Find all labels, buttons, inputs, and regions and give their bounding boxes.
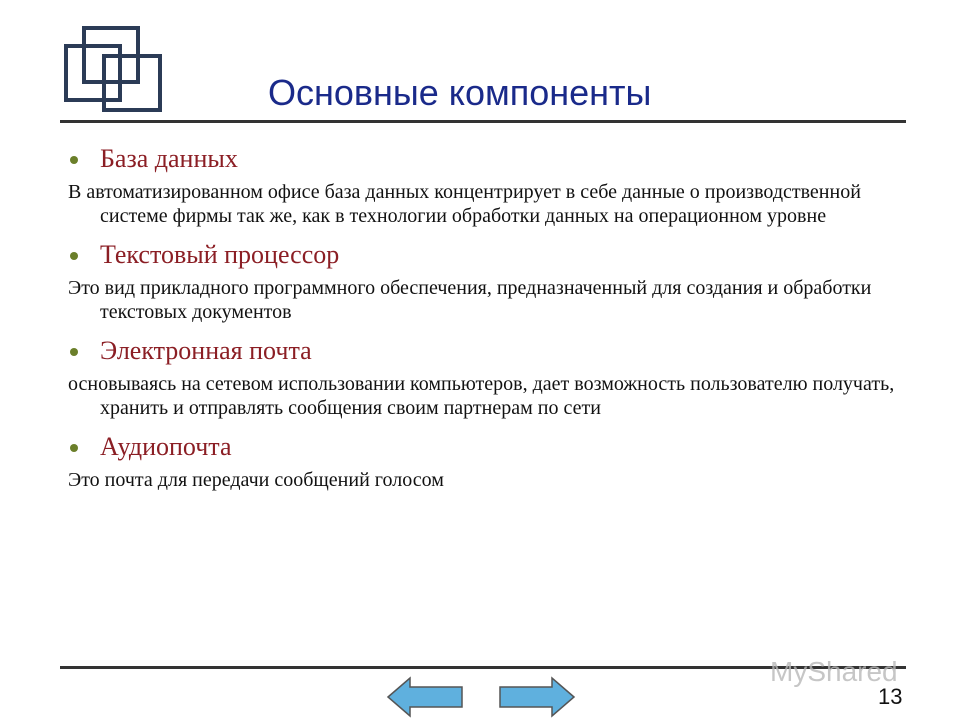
arrow-right-icon <box>500 678 574 716</box>
bullet-icon <box>70 444 78 452</box>
item-description: В автоматизированном офисе база данных концентрирует в себе данные о производственной системе фирмы так же, как в технологии обработки данных на операционном уровне <box>68 181 861 227</box>
item-heading-text: Электронная почта <box>100 336 312 365</box>
list-item <box>68 334 908 420</box>
list-item <box>68 430 908 492</box>
list-item <box>68 142 908 228</box>
list-item <box>68 238 908 324</box>
bullet-icon <box>70 156 78 164</box>
title-divider <box>60 120 906 123</box>
item-heading-text: Текстовый процессор <box>100 240 340 269</box>
item-description: основываясь на сетевом использовании компьютеров, дает возможность пользователю получать, хранить и отправлять сообщения своим партнерам по сети <box>68 373 895 419</box>
item-heading <box>68 430 908 464</box>
item-heading <box>68 238 908 272</box>
item-heading-text: База данных <box>100 144 238 173</box>
item-heading-text: Аудиопочта <box>100 432 232 461</box>
watermark: MyShared <box>770 656 898 687</box>
logo-square-right <box>102 54 162 112</box>
slide-logo <box>60 22 170 117</box>
prev-slide-button[interactable] <box>386 676 464 718</box>
next-slide-button[interactable] <box>498 676 576 718</box>
item-heading <box>68 142 908 176</box>
bullet-icon <box>70 348 78 356</box>
item-heading <box>68 334 908 368</box>
bullet-icon <box>70 252 78 260</box>
page-number: 13 <box>878 684 903 709</box>
slide-content <box>68 142 908 502</box>
item-description: Это почта для передачи сообщений голосом <box>68 469 444 491</box>
item-description: Это вид прикладного программного обеспечения, предназначенный для создания и обработки текстовых документов <box>68 277 872 323</box>
arrow-left-icon <box>388 678 462 716</box>
page-title: Основные компоненты <box>268 72 652 113</box>
